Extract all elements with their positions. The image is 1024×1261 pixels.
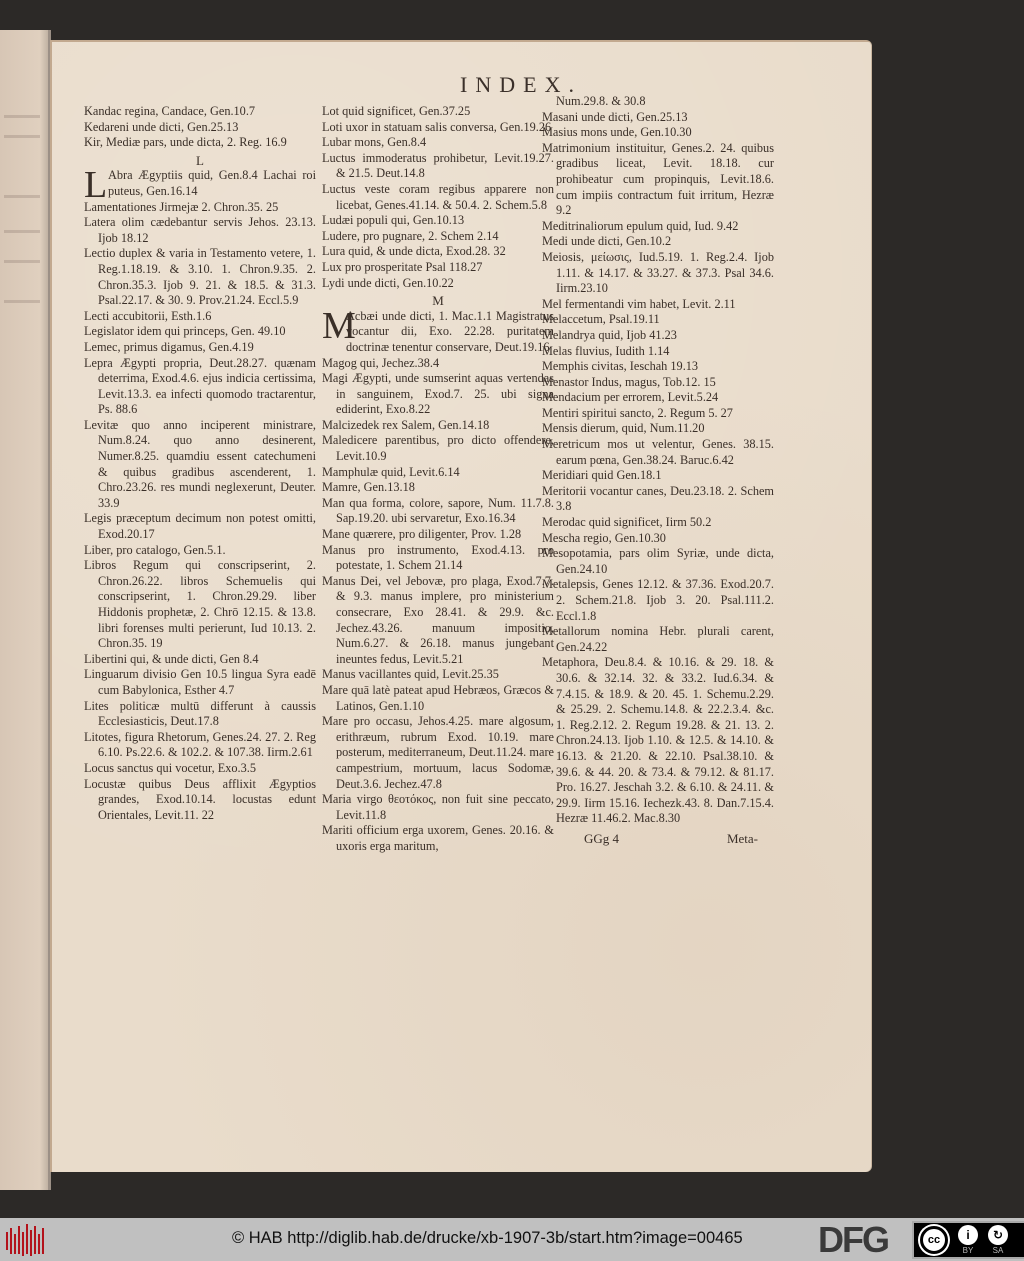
index-entry-text: Acbæi unde dicti, 1. Mac.1.1 Magistratus vocantur dii, Exo. 22.28. puritatem doctrinæ tenentur conservare, Deut.19.16 — [346, 308, 554, 354]
section-heading: L — [196, 152, 204, 168]
index-column-1 — [84, 104, 316, 823]
index-entry: Meridiari quid Gen.18.1 — [542, 468, 662, 483]
index-entry: Mare pro occasu, Jehos.4.25. mare algosum, erithræum, rubrum Exod. 10.19. mare posterum, mediterraneum, Deut.11.24. mare campestrium, mortuum, lacus Sodomæ, Deut.3.6. Jechez.47.8 — [322, 714, 554, 791]
index-entry: Levitæ quo anno inciperent ministrare, Num.8.24. quo anno desinerent, Numer.8.25. quamdiu essent catechumeni & quibus gradibus ascenderent, 1. Chro.23.26. res mundi neglexerunt, Deuter. 33.9 — [84, 417, 316, 510]
index-entry: Matrimonium instituitur, Genes.2. 24. quibus gradibus liceat, Levit. 18.18. cur prohibeatur cum propinquis, Levit.18.6. cum impiis contractum fuit irritum, Hezræ 9.2 — [542, 140, 774, 218]
index-entry: Memphis civitas, Ieschah 19.13 — [542, 359, 699, 374]
page-signature-line — [542, 827, 774, 847]
index-entry: Mare quā latè pateat apud Hebræos, Græcos & Latinos, Gen.1.10 — [322, 682, 554, 713]
index-entry: Lectio duplex & varia in Testamento vetere, 1. Reg.1.18.19. & 3.10. 1. Chron.9.35. 2. Chron.35.3. Ijob 9. 21. & 18.5. & 31.3. Psal.22.17. & 30. 9. Prov.21.24. Eccl.5.9 — [84, 246, 316, 308]
index-entry: Menastor Indus, magus, Tob.12. 15 — [542, 374, 716, 389]
index-entry: Mensis dierum, quid, Num.11.20 — [542, 421, 705, 436]
index-entry: Lubar mons, Gen.8.4 — [322, 135, 427, 150]
facing-page-edge — [0, 30, 50, 1190]
index-entry: Mel fermentandi vim habet, Levit. 2.11 — [542, 296, 736, 311]
catchword: Meta- — [726, 830, 758, 846]
footer-bar — [0, 1218, 1024, 1261]
by-label: BY — [962, 1246, 974, 1255]
index-entry: Meretricum mos ut velentur, Genes. 38.15. earum pœna, Gen.38.24. Baruc.6.42 — [542, 437, 774, 467]
index-entry: Malcizedek rex Salem, Gen.14.18 — [322, 417, 490, 432]
index-entry: Linguarum divisio Gen 10.5 lingua Syra eadē cum Babylonica, Esther 4.7 — [84, 667, 316, 697]
index-entry: Libertini qui, & unde dicti, Gen 8.4 — [84, 651, 259, 666]
index-entry: Magog qui, Jechez.38.4 — [322, 355, 440, 370]
index-entry: Man qua forma, colore, sapore, Num. 11.7.8. Sap.19.20. ubi servaretur, Exo.16.34 — [322, 495, 554, 526]
index-entry: Libros Regum qui conscripserint, 2. Chron.26.22. libros Schemuelis qui conscripserint, 1. Chron.29.29. liber Hiddonis prophetæ, 2. Chrō 12.15. & 13.8. libri forenses multi perierunt, Iud 10.13. 2. Chron.35. 19 — [84, 558, 316, 651]
index-entry: Mamre, Gen.13.18 — [322, 480, 415, 495]
section-heading: M — [432, 293, 444, 309]
drop-cap: L — [84, 164, 108, 207]
index-entry: Luctus immoderatus prohibetur, Levit.19.27. & 21.5. Deut.14.8 — [322, 150, 554, 181]
index-entry: Mane quærere, pro diligenter, Prov. 1.28 — [322, 527, 522, 542]
index-entry: Maledicere parentibus, pro dicto offendere, Levit.10.9 — [322, 433, 554, 464]
index-entry: Latera olim cædebantur servis Jehos. 23.13. Ijob 18.12 — [84, 215, 316, 245]
book-page — [50, 40, 872, 1172]
index-entry: Manus vacillantes quid, Levit.25.35 — [322, 667, 499, 682]
index-entry: Metallorum nomina Hebr. plurali carent, Gen.24.22 — [542, 624, 774, 654]
index-entry: Lydi unde dicti, Gen.10.22 — [322, 275, 454, 290]
index-entry: Magi Ægypti, unde sumserint aquas vertendas in sanguinem, Exod.7. 25. ubi signa ediderint, Exo.8.22 — [322, 371, 554, 417]
dfg-logo: DFG — [818, 1219, 888, 1260]
index-entry: Legis præceptum decimum non potest omitti, Exod.20.17 — [84, 511, 316, 542]
share-alike-icon: ↻ — [988, 1225, 1008, 1245]
page-title: INDEX. — [460, 72, 582, 97]
index-entry: Metalepsis, Genes 12.12. & 37.36. Exod.20.7. 2. Schem.21.8. Ijob 3. 20. Psal.111.2. Eccl.1.8 — [542, 577, 774, 623]
index-entry: Mesopotamia, pars olim Syriæ, unde dicta, Gen.24.10 — [542, 546, 774, 576]
cc-icon: cc — [920, 1226, 948, 1254]
index-entry: Ludæi populi qui, Gen.10.13 — [322, 213, 465, 228]
index-entry: Lemec, primus digamus, Gen.4.19 — [84, 339, 254, 354]
index-entry: Num.29.8. & 30.8 — [556, 94, 646, 108]
index-entry: Meiosis, μείωσις, Iud.5.19. 1. Reg.2.4. Ijob 1.11. & 14.17. & 33.27. & 37.3. Psal 34.6. Iirm.23.10 — [542, 249, 774, 296]
index-entry: Ludere, pro pugnare, 2. Schem 2.14 — [322, 228, 499, 243]
index-entry: Masani unde dicti, Gen.25.13 — [542, 109, 688, 124]
index-entry: Meditrinaliorum epulum quid, Iud. 9.42 — [542, 218, 739, 233]
index-entry: Lura quid, & unde dicta, Exod.28. 32 — [322, 244, 506, 259]
attribution-icon: i — [958, 1225, 978, 1245]
index-entry: Lamentationes Jirmejæ 2. Chron.35. 25 — [84, 199, 279, 214]
cc-license-badge[interactable] — [912, 1221, 1024, 1259]
index-entry: Metaphora, Deu.8.4. & 10.16. & 29. 18. & 30.6. & 32.14. 32. & 33.2. Iud.6.34. & 7.4.15. & 18.9. & 20. 45. 1. Schemu.2.29. & 25.29. 2. Schemu.14.8. & 22.2.3.4. &c. 1. Reg.2.12. 2. Regum 19.28. & 21. 13. 2. Chron.24.13. Ijob 1.10. & 12.5. & 14.10. & 16.13. & 21.20. & 22.10. Psal.38.10. & 39.6. & 44. 20. & 73.4. & 79.12. & 81.17. Pro. 16.27. Jeschah 3.2. & 6.10. & 24.11. & 29.9. Iirm 15.16. Iechezk.43. 8. Dan.7.15.4. Hezræ 11.46.2. Mac.8.30 — [542, 655, 774, 826]
index-entry: Mariti officium erga uxorem, Genes. 20.16. & uxoris erga maritum, — [322, 823, 554, 853]
index-entry: Litotes, figura Rhetorum, Genes.24. 27. 2. Reg 6.10. Ps.22.6. & 102.2. & 107.38. Iirm.2.61 — [84, 729, 316, 760]
index-entry: Lepra Ægypti propria, Deut.28.27. quænam deterrima, Exod.4.6. ejus indicia certissima, Levit.13.3. ea infecti quomodo tractarentur, Ps. 88.6 — [84, 355, 316, 417]
index-column-2 — [322, 104, 554, 855]
index-entry: Manus pro instrumento, Exod.4.13. pro potestate, 1. Schem 21.14 — [322, 542, 554, 573]
index-column-3 — [542, 94, 774, 847]
index-entry-dropcap — [322, 304, 554, 356]
index-entry: Locus sanctus qui vocetur, Exo.3.5 — [84, 760, 256, 775]
index-entry: Lecti accubitorii, Esth.1.6 — [84, 308, 212, 323]
index-entry: Medi unde dicti, Gen.10.2 — [542, 234, 672, 249]
index-entry: Loti uxor in statuam salis conversa, Gen.19.26 — [322, 119, 552, 134]
index-entry: Manus Dei, vel Jebovæ, pro plaga, Exod.7.7. & 9.3. manus implere, pro ministerium consecrare, Exo 28.41. & 29.9. &c. Jechez.43.26. manuum impositio, Num.6.27. & 26.18. manus jungebant ineuntes fedus, Levit.5.21 — [322, 573, 554, 666]
index-entry: Liber, pro catalogo, Gen.5.1. — [84, 542, 226, 557]
copyright-url[interactable]: © HAB http://diglib.hab.de/drucke/xb-1907-3b/start.htm?image=00465 — [232, 1229, 743, 1247]
hab-logo-icon — [4, 1222, 48, 1258]
index-entry: Melaccetum, Psal.19.11 — [542, 312, 660, 327]
index-entry: Lux pro prosperitate Psal 118.27 — [322, 259, 483, 274]
index-entry: Kedareni unde dicti, Gen.25.13 — [84, 119, 239, 134]
drop-cap: M — [322, 304, 356, 347]
index-entry-text: Abra Ægyptiis quid, Gen.8.4 Lachai roi puteus, Gen.16.14 — [108, 168, 316, 198]
index-entry: Meritorii vocantur canes, Deu.23.18. 2. Schem 3.8 — [542, 483, 774, 514]
index-entry: Maria virgo θεοτόκος, non fuit sine peccato, Levit.11.8 — [322, 792, 554, 822]
index-entry: Masius mons unde, Gen.10.30 — [542, 125, 692, 140]
index-entry: Lites politicæ multū differunt à caussis Ecclesiasticis, Deut.17.8 — [84, 698, 316, 729]
index-entry: Kandac regina, Candace, Gen.10.7 — [84, 104, 256, 118]
index-entry: Locustæ quibus Deus afflixit Ægyptios grandes, Exod.10.14. locustas edunt Orientales, Levit.11. 22 — [84, 776, 316, 822]
index-entry: Legislator idem qui princeps, Gen. 49.10 — [84, 324, 286, 339]
signature-mark: GGg 4 — [584, 830, 620, 846]
index-entry: Luctus veste coram regibus apparere non licebat, Genes.41.14. & 50.4. 2. Schem.5.8 — [322, 181, 554, 212]
sa-label: SA — [992, 1246, 1004, 1255]
index-entry: Lot quid significet, Gen.37.25 — [322, 104, 471, 118]
index-entry: Kir, Mediæ pars, unde dicta, 2. Reg. 16.9 — [84, 135, 287, 150]
index-entry: Mentiri spiritui sancto, 2. Regum 5. 27 — [542, 405, 733, 420]
index-entry: Mendacium per errorem, Levit.5.24 — [542, 390, 719, 405]
index-entry: Melandrya quid, Ijob 41.23 — [542, 327, 677, 342]
index-entry: Merodac quid significet, Iirm 50.2 — [542, 515, 712, 530]
index-entry: Mescha regio, Gen.10.30 — [542, 530, 666, 545]
index-entry: Mamphulæ quid, Levit.6.14 — [322, 464, 460, 479]
index-entry: Melas fluvius, Iudith 1.14 — [542, 343, 670, 358]
